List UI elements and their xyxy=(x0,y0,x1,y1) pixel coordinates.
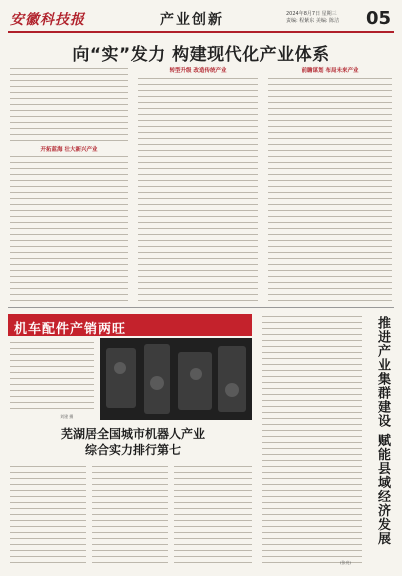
newspaper-masthead: 安徽科技报 xyxy=(10,12,85,28)
article-column-2 xyxy=(138,76,258,302)
photo-banner xyxy=(8,314,252,336)
photo-credit: 刘建 摄 xyxy=(60,414,74,419)
factory-photo xyxy=(100,338,252,420)
header-rule xyxy=(8,31,394,33)
date-line: 2024年8月7日 星期三 xyxy=(286,11,337,17)
article-column-1 xyxy=(10,66,128,144)
lower-article-column-3 xyxy=(174,464,252,568)
banner-title: 机车配件产销两旺 xyxy=(14,322,127,337)
lower-headline-line2: 综合实力排行第七 xyxy=(84,443,181,457)
section-divider xyxy=(8,307,394,308)
machinery-image xyxy=(100,338,252,420)
subhead-middle: 转型升级 改造传统产业 xyxy=(169,68,227,74)
lower-headline-line1: 芜湖居全国城市机器人产业 xyxy=(60,427,205,441)
issue-date xyxy=(286,11,339,24)
author-credit: (张亮) xyxy=(340,560,352,565)
article-column-3 xyxy=(268,76,392,302)
photo-caption-text xyxy=(10,340,94,412)
main-headline: 向“实”发力 构建现代化产业体系 xyxy=(72,45,330,65)
section-title: 产业创新 xyxy=(160,12,224,28)
subhead-right: 前瞻谋划 布局未来产业 xyxy=(301,68,359,74)
editor-line: 责编: 程紫东 美编: 陈洁 xyxy=(286,17,340,24)
right-article-column xyxy=(262,314,362,568)
subhead-left: 开拓蓝海 壮大新兴产业 xyxy=(40,147,98,153)
page-number: 05 xyxy=(366,8,392,29)
lower-article-column-1 xyxy=(10,464,86,568)
article-column-1b xyxy=(10,154,128,302)
right-vertical-headline: 推进产业集群建设 赋能县域经济发展 xyxy=(375,316,390,546)
lower-article-column-2 xyxy=(92,464,168,568)
lower-headline xyxy=(8,426,258,458)
